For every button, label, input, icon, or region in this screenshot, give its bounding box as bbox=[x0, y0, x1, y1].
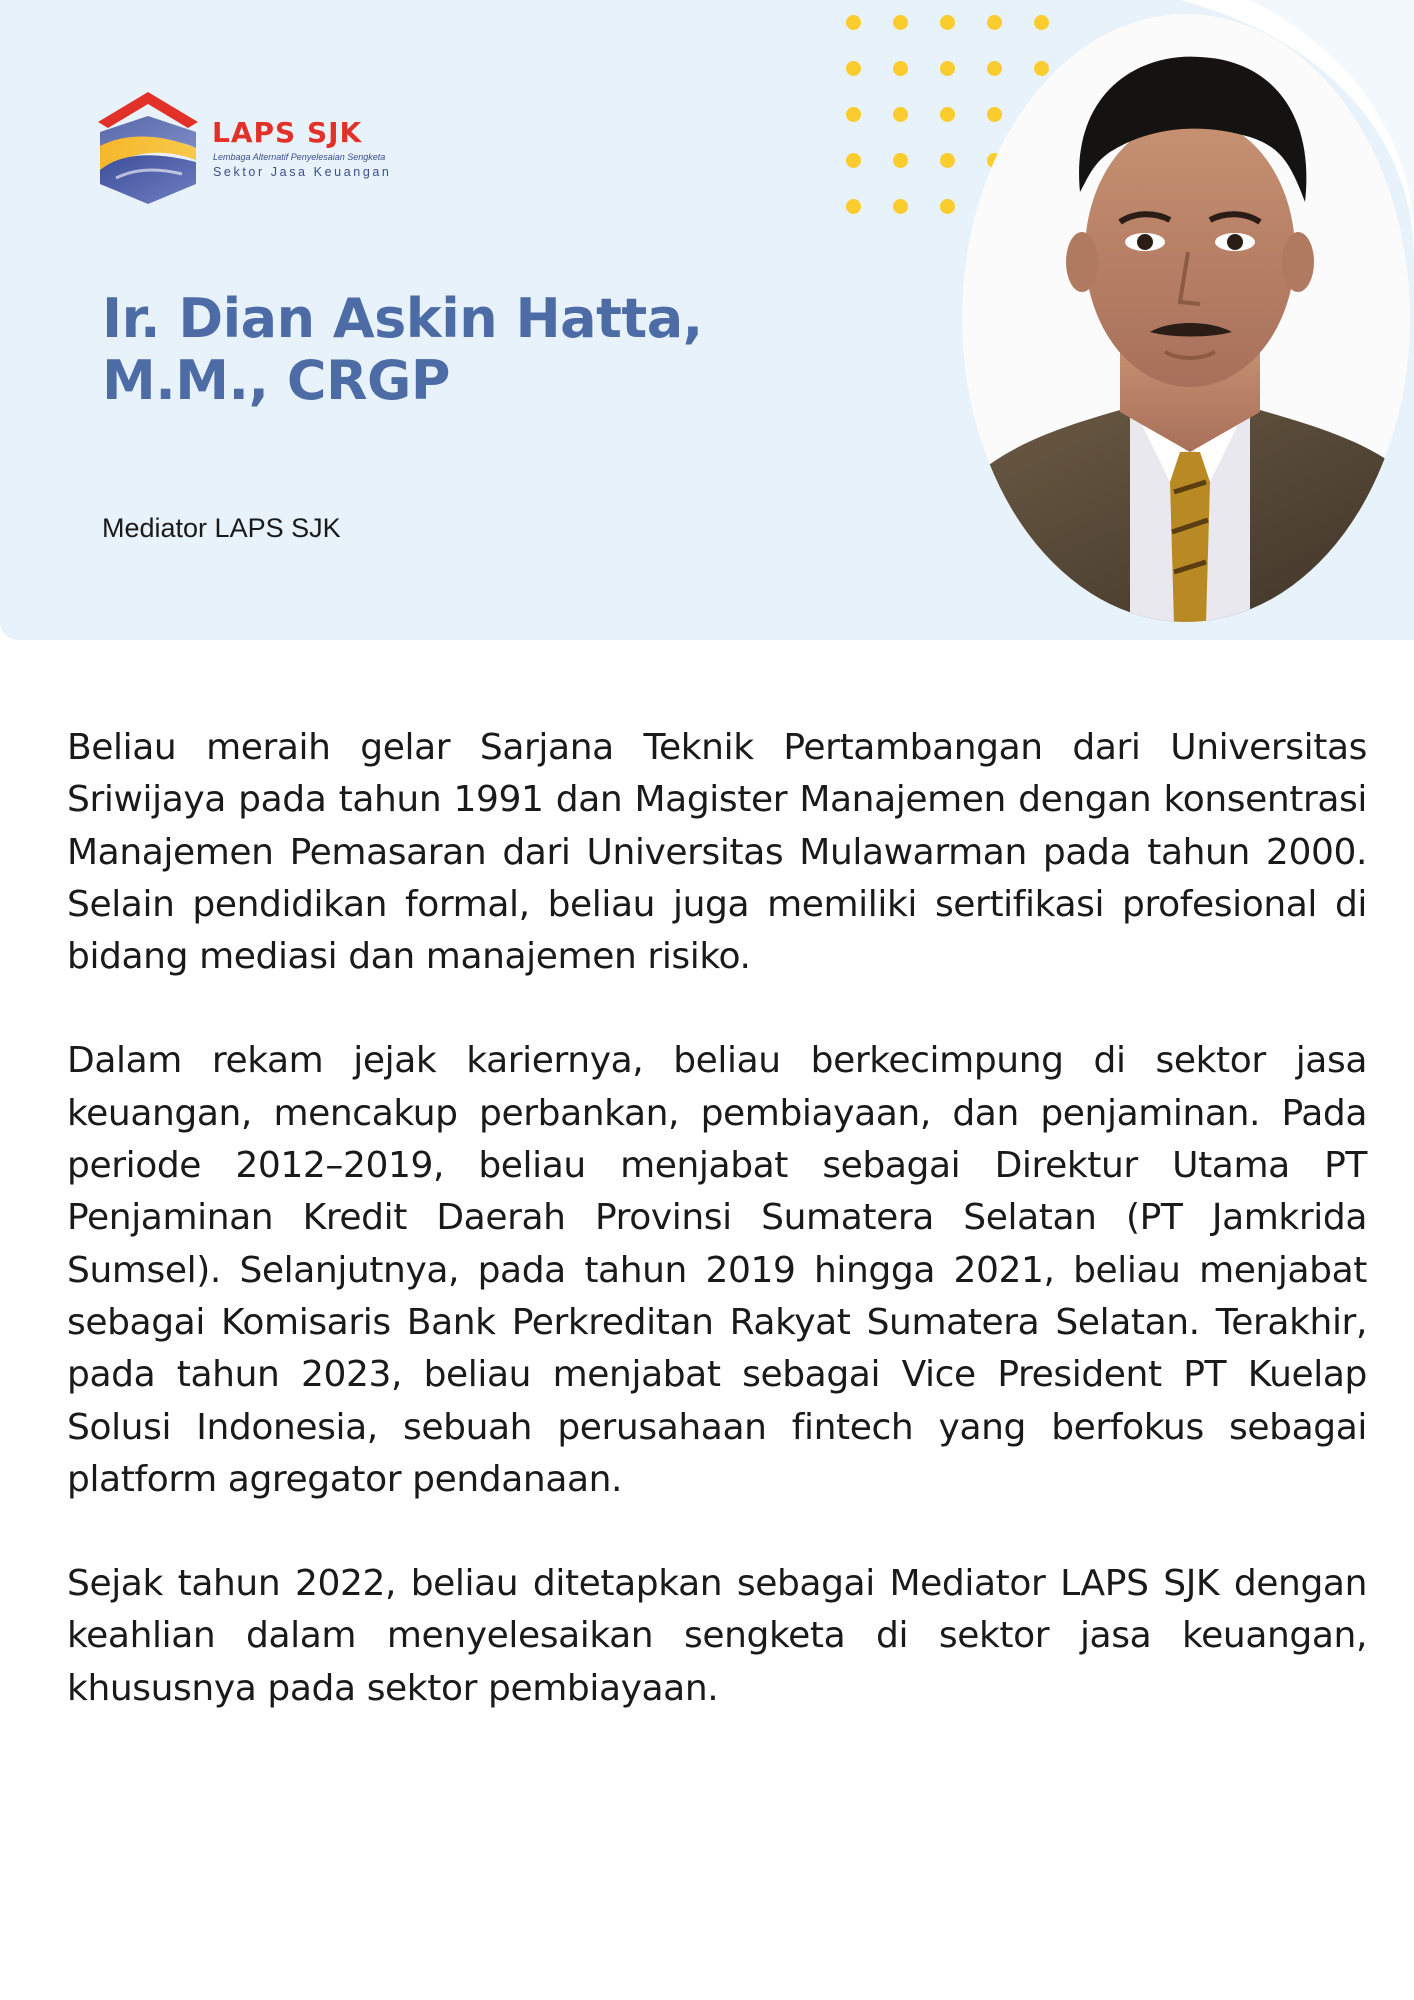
profile-role: Mediator LAPS SJK bbox=[102, 513, 341, 543]
bio-paragraph-education: Beliau meraih gelar Sarjana Teknik Pertambangan dari Universitas Sriwijaya pada tahun 1991 dan Magister Manajemen dengan konsentrasi Manajemen Pemasaran dari Universitas Mulawarman pada tahun 2000. Selain pendidikan formal, beliau juga memiliki sertifikasi profesional di bidang mediasi dan manajemen risiko. bbox=[67, 727, 1367, 978]
logo-title: LAPS SJK bbox=[212, 116, 363, 149]
logo-subtitle-line1: Lembaga Alternatif Penyelesaian Sengketa bbox=[213, 152, 386, 162]
profile-photo bbox=[960, 12, 1412, 624]
logo-subtitle-line2: Sektor Jasa Keuangan bbox=[213, 165, 392, 179]
laps-sjk-logo bbox=[92, 88, 402, 206]
bio-paragraph-mediator: Sejak tahun 2022, beliau ditetapkan sebagai Mediator LAPS SJK dengan keahlian dalam menyelesaikan sengketa di sektor jasa keuangan, khususnya pada sektor pembiayaan. bbox=[67, 1563, 1367, 1709]
biography bbox=[67, 722, 1367, 1767]
profile-name: Ir. Dian Askin Hatta, M.M., CRGP bbox=[102, 287, 703, 412]
bio-paragraph-career: Dalam rekam jejak kariernya, beliau berkecimpung di sektor jasa keuangan, mencakup perbankan, pembiayaan, dan penjaminan. Pada periode 2012–2019, beliau menjabat sebagai Direktur Utama PT Penjaminan Kredit Daerah Provinsi Sumatera Selatan (PT Jamkrida Sumsel). Selanjutnya, pada tahun 2019 hingga 2021, beliau menjabat sebagai Komisaris Bank Perkreditan Rakyat Sumatera Selatan. Terakhir, pada tahun 2023, beliau menjabat sebagai Vice President PT Kuelap Solusi Indonesia, sebuah perusahaan fintech yang berfokus sebagai platform agregator pendanaan. bbox=[67, 1040, 1367, 1500]
handshake-logo-icon bbox=[92, 88, 204, 206]
